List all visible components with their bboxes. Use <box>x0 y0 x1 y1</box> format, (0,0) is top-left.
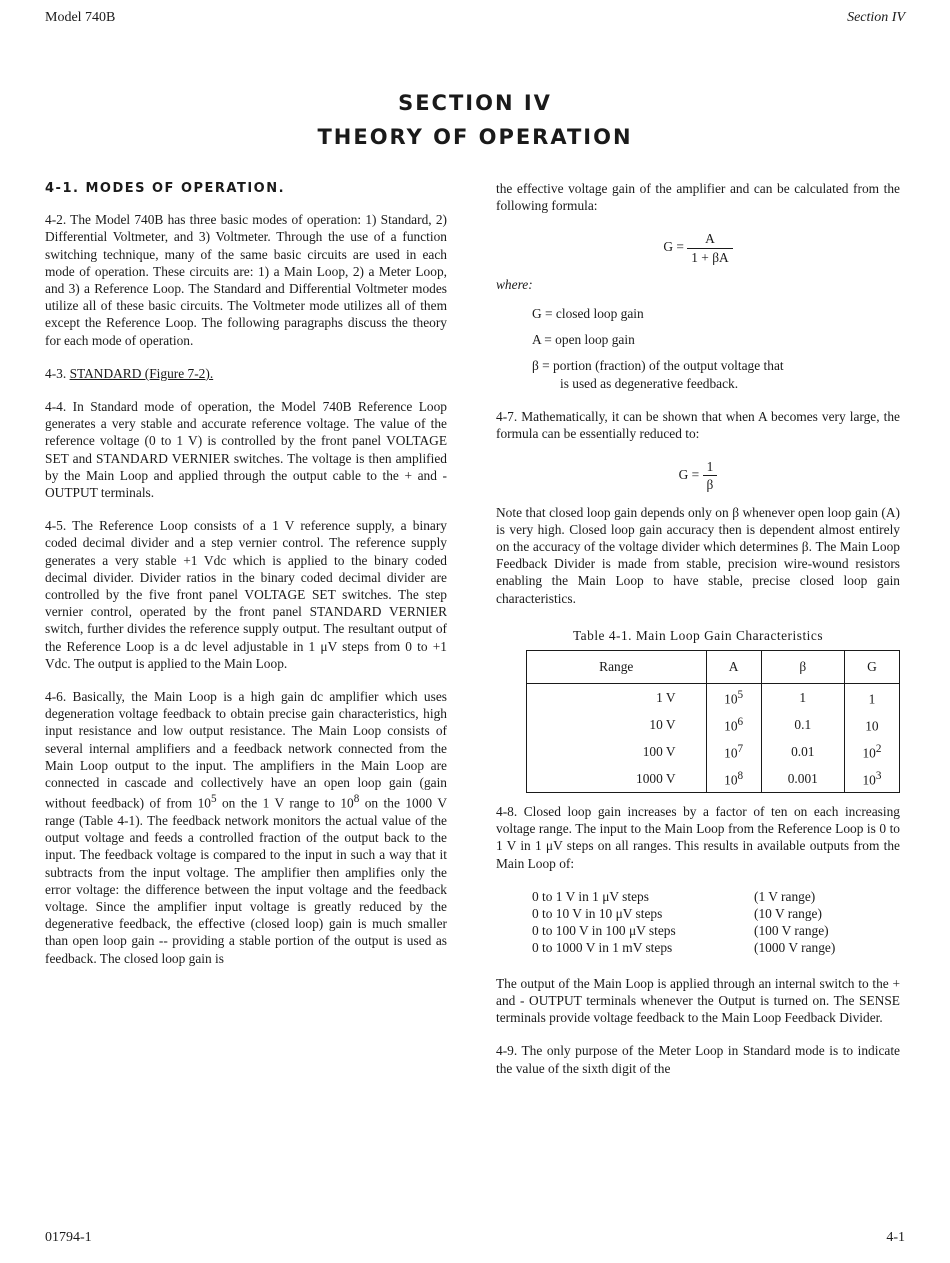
gain-table <box>526 650 900 793</box>
table-row <box>527 765 900 793</box>
paragraph-4-9: 4-9. The only purpose of the Meter Loop in Standard mode is to indicate the value of the sixth digit of the <box>496 1043 900 1076</box>
cell-g-exp: 2 <box>875 743 882 756</box>
paragraph-4-7-note: Note that closed loop gain depends only on β whenever open loop gain (A) is very high. Closed loop gain accuracy then is dependent almost entirely on the accuracy of the voltage divider which determines β. The Main Loop Feedback Divider is made from stable, precision wire-wound resistors enabling the Main Loop to have stable, precise closed loop gain characteristics. <box>496 504 900 606</box>
cell-a-base: 10 <box>724 691 738 707</box>
cell-g <box>844 738 899 765</box>
paragraph-4-4: 4-4. In Standard mode of operation, the Model 740B Reference Loop generates a very stable and accurate reference voltage. The value of the reference voltage (0 to 1 V) is controlled by the front panel VOLTAGE SET and STANDARD VERNIER switches. The voltage is then amplified by the Main Loop and applied through the output cable to the + and - OUTPUT terminals. <box>45 399 447 501</box>
footer-part-number: 01794-1 <box>45 1230 92 1245</box>
cell-g-base: 1 <box>868 691 876 707</box>
definition-beta-line1: β = portion (fraction) of the output voltage that <box>532 358 784 374</box>
range-step: 0 to 100 V in 100 μV steps <box>532 923 676 939</box>
cell-a-base: 10 <box>724 772 738 788</box>
header-section: Section IV <box>847 10 905 25</box>
section-subtitle: THEORY OF OPERATION <box>317 125 633 149</box>
page-title <box>0 86 950 154</box>
cell-beta: 0.001 <box>761 765 844 793</box>
cell-a-exp: 5 <box>737 689 744 702</box>
cell-a-exp: 7 <box>737 743 744 756</box>
subheading-title: STANDARD (Figure 7-2). <box>69 365 214 381</box>
col-g: G <box>844 651 899 684</box>
cell-beta: 1 <box>761 684 844 712</box>
formula-reduced <box>496 458 900 493</box>
table-caption: Table 4-1. Main Loop Gain Characteristics <box>572 627 824 643</box>
table-row <box>527 738 900 765</box>
output-ranges-list <box>532 888 900 957</box>
list-item <box>532 905 900 922</box>
paragraph-continued: the effective voltage gain of the amplifier and can be calculated from the following formula: <box>496 181 900 214</box>
cell-a-base: 10 <box>724 718 738 734</box>
subheading-number: 4-3. <box>45 365 67 381</box>
cell-a <box>706 711 761 738</box>
cell-g-base: 10 <box>865 718 879 734</box>
cell-range: 1 V <box>527 684 707 712</box>
formula1-lhs: G = <box>663 239 684 255</box>
formula2-fraction <box>703 458 718 493</box>
left-column <box>45 180 447 983</box>
paragraph-4-5: 4-5. The Reference Loop consists of a 1 V reference supply, a binary coded decimal divider and a step vernier control. The reference supply generates a very stable +1 Vdc which is applied to the binary coded decimal divider. Divider ratios in the binary coded decimal divider are controlled by the five front panel VOLTAGE SET switches. The step vernier control, operated by the front panel STANDARD VERNIER switch, further divides the reference supply output. The resultant output of the Reference Loop is a dc level adjustable in 1 μV steps from 0 to +1 Vdc. The output is applied to the Main Loop. <box>45 518 447 671</box>
cell-a <box>706 765 761 793</box>
cell-range: 1000 V <box>527 765 707 793</box>
cell-a-base: 10 <box>724 745 738 761</box>
cell-range: 100 V <box>527 738 707 765</box>
paragraph-4-6 <box>45 688 447 967</box>
range-name: (10 V range) <box>754 906 822 922</box>
formula1-fraction <box>687 230 732 265</box>
paragraph-4-8: 4-8. Closed loop gain increases by a factor of ten on each increasing voltage range. The input to the Main Loop from the Reference Loop is 0 to 1 V in 1 μV steps on all ranges. This results in available outputs from the Main Loop of: <box>496 804 900 871</box>
where-label: where: <box>496 276 533 292</box>
formula1-denominator: 1 + βA <box>691 249 729 265</box>
range-step: 0 to 10 V in 10 μV steps <box>532 906 663 922</box>
definition-a: A = open loop gain <box>532 332 635 348</box>
range-name: (100 V range) <box>754 923 829 939</box>
definition-beta-line2: is used as degenerative feedback. <box>560 375 739 391</box>
footer-page-number: 4-1 <box>886 1230 905 1245</box>
p46-part-a: 4-6. Basically, the Main Loop is a high gain dc amplifier which uses degeneration voltage feedback to obtain precise gain characteristics, high input resistance and low output resistance. The Main Loop consists of several internal amplifiers and a feedback network connected from the Main Loop output to the input. The amplifiers in the Main Loop are connected in cascade and collectively have an open loop gain (gain without feedback) of from 10 <box>45 689 447 811</box>
cell-a-exp: 6 <box>737 716 744 729</box>
paragraph-4-7: 4-7. Mathematically, it can be shown that when A becomes very large, the formula can be essentially reduced to: <box>496 408 900 442</box>
heading-modes-of-operation: 4-1. MODES OF OPERATION. <box>45 181 286 196</box>
formula2-numerator: 1 <box>703 458 718 476</box>
definition-beta <box>532 357 900 391</box>
cell-g <box>844 765 899 793</box>
section-title: SECTION IV <box>398 91 552 115</box>
cell-a-exp: 8 <box>737 770 744 783</box>
col-beta: β <box>761 651 844 684</box>
right-column <box>496 180 900 1093</box>
range-name: (1 V range) <box>754 888 816 904</box>
paragraph-4-2: 4-2. The Model 740B has three basic modes of operation: 1) Standard, 2) Differential Voltmeter, and 3) Voltmeter. Through the use of a function switching technique, many of the same basic circuits are used in each mode of operation. These circuits are: 1) a Main Loop, 2) a Meter Loop, and 3) a Reference Loop. The Standard and Differential Voltmeter modes utilize all of these basic circuits. The Voltmeter mode utilizes all of them except the Reference Loop. The following paragraphs discuss the theory for each mode of operation. <box>45 212 447 348</box>
range-step: 0 to 1000 V in 1 mV steps <box>532 940 673 956</box>
range-step: 0 to 1 V in 1 μV steps <box>532 888 649 904</box>
formula2-lhs: G = <box>678 467 700 483</box>
cell-a <box>706 684 761 712</box>
formula1-numerator: A <box>687 230 732 248</box>
definition-g: G = closed loop gain <box>532 306 644 322</box>
table-row <box>527 711 900 738</box>
col-a: A <box>706 651 761 684</box>
cell-beta: 0.01 <box>761 738 844 765</box>
formula2-denominator: β <box>706 477 714 493</box>
col-range: Range <box>527 651 707 684</box>
p46-exp-1: 5 <box>210 793 217 806</box>
definitions-list <box>532 305 900 392</box>
cell-g-exp: 3 <box>875 770 882 783</box>
table-row <box>527 684 900 712</box>
cell-g-base: 10 <box>862 772 876 788</box>
cell-beta: 0.1 <box>761 711 844 738</box>
range-name: (1000 V range) <box>754 940 836 956</box>
list-item <box>532 939 900 956</box>
p46-part-c: on the 1000 V range (Table 4-1). The feedback network monitors the actual value of the output voltage and feeds a controlled fraction of the output back to the input. The feedback voltage is compared to the input in such a way that it subtracts from the input voltage. The amplifier then amplifies only the error voltage: the difference between the input voltage and the feedback voltage. Since the amplifier input voltage is greatly reduced by the degenerative feedback, the effective (closed loop) gain is much smaller than open loop gain -- providing a stable portion of the output is used as feedback. The closed loop gain is <box>45 795 447 966</box>
list-item <box>532 922 900 939</box>
p46-part-b: on the 1 V range to 10 <box>216 795 354 811</box>
cell-a <box>706 738 761 765</box>
p46-exp-2: 8 <box>353 793 360 806</box>
cell-range: 10 V <box>527 711 707 738</box>
paragraph-4-8-output: The output of the Main Loop is applied through an internal switch to the + and - OUTPUT terminals whenever the Output is turned on. The SENSE terminals provide voltage feedback to the Main Loop Feedback Divider. <box>496 975 900 1026</box>
subheading-standard <box>45 365 447 382</box>
header-model: Model 740B <box>45 10 116 25</box>
list-item <box>532 888 900 905</box>
cell-g <box>844 711 899 738</box>
cell-g <box>844 684 899 712</box>
table-header-row <box>527 651 900 684</box>
cell-g-base: 10 <box>862 745 876 761</box>
formula-closed-loop-gain <box>496 230 900 265</box>
